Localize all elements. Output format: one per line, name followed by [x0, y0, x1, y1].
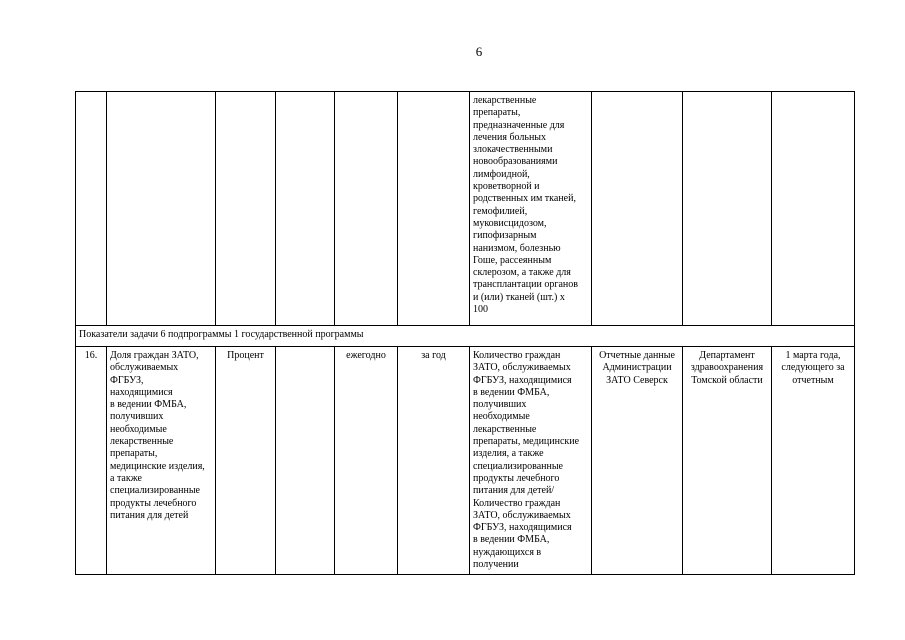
section-header-row	[76, 326, 855, 347]
cell-unit	[216, 92, 276, 326]
cell-period	[398, 92, 470, 326]
cell-col4	[276, 92, 335, 326]
cell-indicator	[107, 92, 216, 326]
cell-formula: Количество граждан ЗАТО, обслуживаемых ФГБУЗ, находящимися в ведении ФМБА, получивших необходимые лекарственные препараты, медицинские изделия, а также специализированные продукты лечебного питания для детей/ Количество граждан ЗАТО, обслуживаемых ФГБУЗ, находящимися в ведении ФМБА, нуждающихся в получении	[470, 347, 592, 575]
cell-unit: Процент	[216, 347, 276, 575]
cell-responsible	[683, 92, 772, 326]
cell-indicator: Доля граждан ЗАТО, обслуживаемых ФГБУЗ, находящимися в ведении ФМБА, получивших необходимые лекарственные препараты, медицинские изделия, а также специализированные продукты лечебного питания для детей	[107, 347, 216, 575]
section-header: Показатели задачи 6 подпрограммы 1 государственной программы	[76, 326, 855, 347]
cell-responsible: Департамент здравоохранения Томской области	[683, 347, 772, 575]
cell-period: за год	[398, 347, 470, 575]
cell-deadline	[772, 92, 855, 326]
cell-source	[592, 92, 683, 326]
indicators-table	[75, 91, 855, 575]
cell-frequency: ежегодно	[335, 347, 398, 575]
page-number: 6	[475, 44, 483, 59]
cell-deadline: 1 марта года, следующего за отчетным	[772, 347, 855, 575]
cell-formula: лекарственные препараты, предназначенные для лечения больных злокачественными новообразованиями лимфоидной, кроветворной и родственных им тканей, гемофилией, муковисцидозом, гипофизарным нанизмом, болезнью Гоше, рассеянным склерозом, а также для трансплантации органов и (или) тканей (шт.) х 100	[470, 92, 592, 326]
cell-col4	[276, 347, 335, 575]
cell-num: 16.	[76, 347, 107, 575]
cell-num	[76, 92, 107, 326]
table-row-continuation	[76, 92, 855, 326]
cell-source: Отчетные данные Администрации ЗАТО Северск	[592, 347, 683, 575]
table-row	[76, 347, 855, 575]
cell-frequency	[335, 92, 398, 326]
